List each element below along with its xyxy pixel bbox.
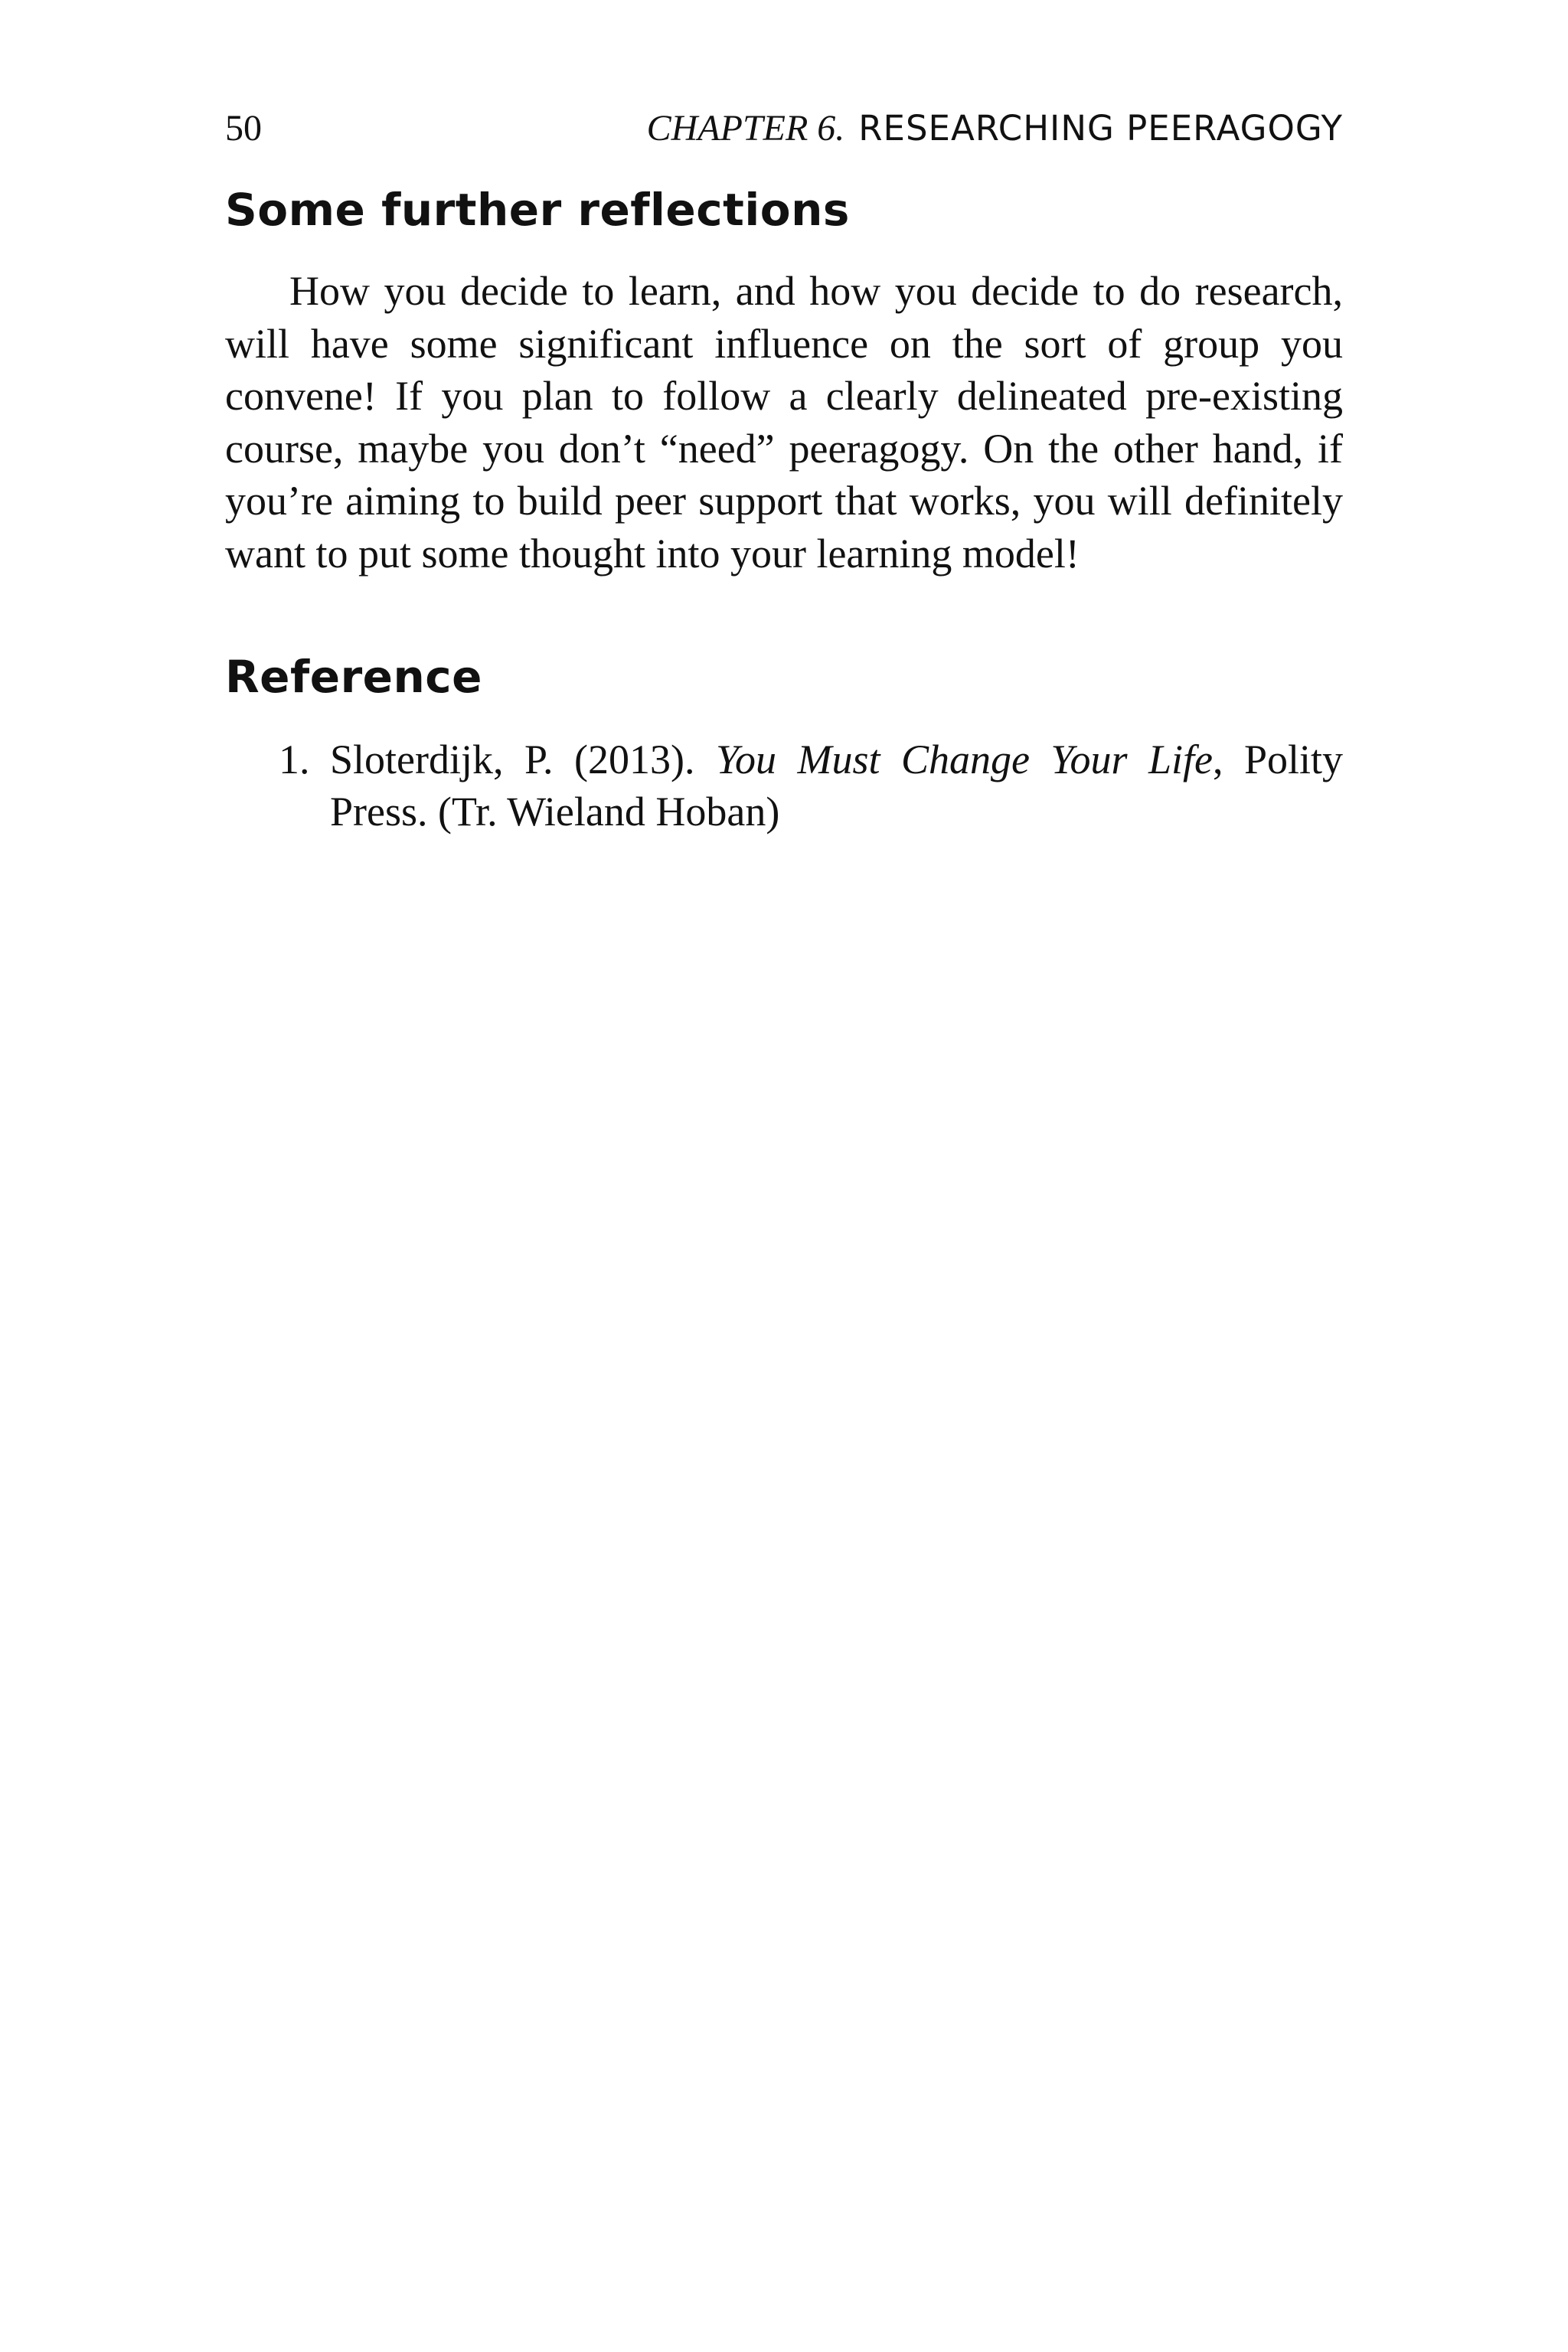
section-heading-reflections: Some further reflections	[225, 184, 850, 236]
running-title	[647, 104, 1343, 153]
reference-list	[225, 733, 1343, 838]
reference-publisher: , Polity Press. (Tr. Wieland Hoban)	[330, 737, 1343, 835]
reference-title: You Must Change Your Life	[715, 737, 1213, 782]
running-head	[225, 104, 1343, 153]
reference-number: 1.	[279, 737, 310, 782]
page-number: 50	[225, 108, 262, 149]
section-heading-reference: Reference	[225, 651, 483, 703]
reference-authors: Sloterdijk, P. (2013).	[330, 737, 716, 782]
reflections-paragraph: How you decide to learn, and how you decide to do research, will have some significant influence on the sort of group you convene! If you plan to follow a clearly delineated pre-existing course, maybe you don’t “need” peeragogy. On the other hand, if you’re aiming to build peer support that works, you will definitely want to put some thought into your learning model!	[225, 268, 1343, 577]
chapter-name: RESEARCHING PEERAGOGY	[858, 108, 1343, 149]
reference-item	[225, 733, 1343, 838]
chapter-label: CHAPTER 6.	[646, 108, 845, 149]
